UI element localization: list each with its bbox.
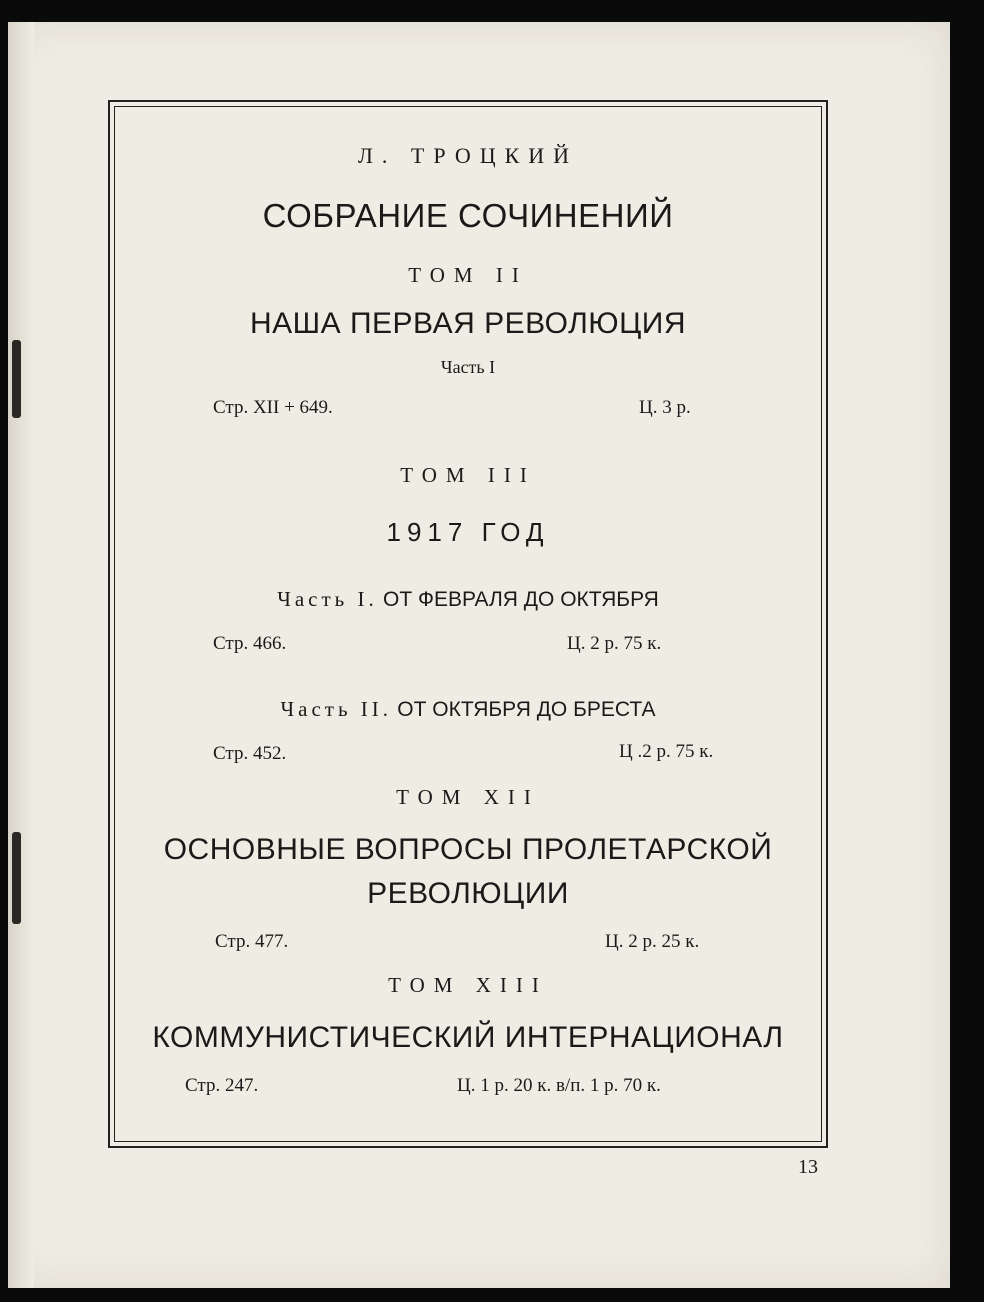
vol13-label: ТОМ XIII — [388, 973, 548, 997]
staple-top — [12, 340, 21, 418]
vol3-label: ТОМ III — [400, 463, 536, 487]
vol2-label: ТОМ II — [408, 263, 528, 287]
vol13-title: КОММУНИСТИЧЕСКИЙ ИНТЕРНАЦИОНАЛ — [152, 1021, 784, 1054]
vol13-pages: Стр. 247. — [185, 1075, 259, 1096]
vol3-part2-prefix: Часть II. — [280, 697, 393, 721]
spine-shadow — [8, 22, 34, 1288]
vol3-part1-prefix: Часть I. — [277, 587, 378, 611]
vol12-title-line1: ОСНОВНЫЕ ВОПРОСЫ ПРОЛЕТАРСКОЙ — [163, 833, 773, 866]
vol12-label: ТОМ XII — [396, 785, 540, 809]
vol12-pages: Стр. 477. — [215, 931, 289, 952]
page-number: 13 — [798, 1156, 818, 1178]
collection-title: СОБРАНИЕ СОЧИНЕНИЙ — [262, 197, 674, 234]
advertisement-frame-inner — [114, 106, 822, 1142]
vol2-pages: Стр. XII + 649. — [213, 397, 333, 418]
vol2-title: НАША ПЕРВАЯ РЕВОЛЮЦИЯ — [249, 307, 687, 340]
vol3-part1 — [115, 587, 821, 612]
vol3-part2-price: Ц .2 р. 75 к. — [619, 741, 714, 762]
vol3-part2-pages: Стр. 452. — [213, 743, 287, 764]
vol3-part1-title: ОТ ФЕВРАЛЯ ДО ОКТЯБРЯ — [382, 588, 659, 611]
staple-bottom — [12, 832, 21, 924]
vol3-part2-title: ОТ ОКТЯБРЯ ДО БРЕСТА — [397, 698, 656, 721]
vol12-price: Ц. 2 р. 25 к. — [605, 931, 700, 952]
vol2-part: Часть I — [440, 357, 496, 377]
vol3-part2 — [115, 697, 821, 722]
author: Л. ТРОЦКИЙ — [357, 143, 579, 168]
advertisement-frame — [108, 100, 828, 1148]
vol12-title-line2: РЕВОЛЮЦИИ — [367, 877, 569, 910]
vol3-part1-price: Ц. 2 р. 75 к. — [567, 633, 662, 654]
book-page — [8, 22, 950, 1288]
vol3-part1-pages: Стр. 466. — [213, 633, 287, 654]
vol2-price: Ц. 3 р. — [639, 397, 691, 418]
vol13-price: Ц. 1 р. 20 к. в/п. 1 р. 70 к. — [457, 1075, 661, 1096]
vol3-title: 1917 ГОД — [386, 517, 550, 547]
